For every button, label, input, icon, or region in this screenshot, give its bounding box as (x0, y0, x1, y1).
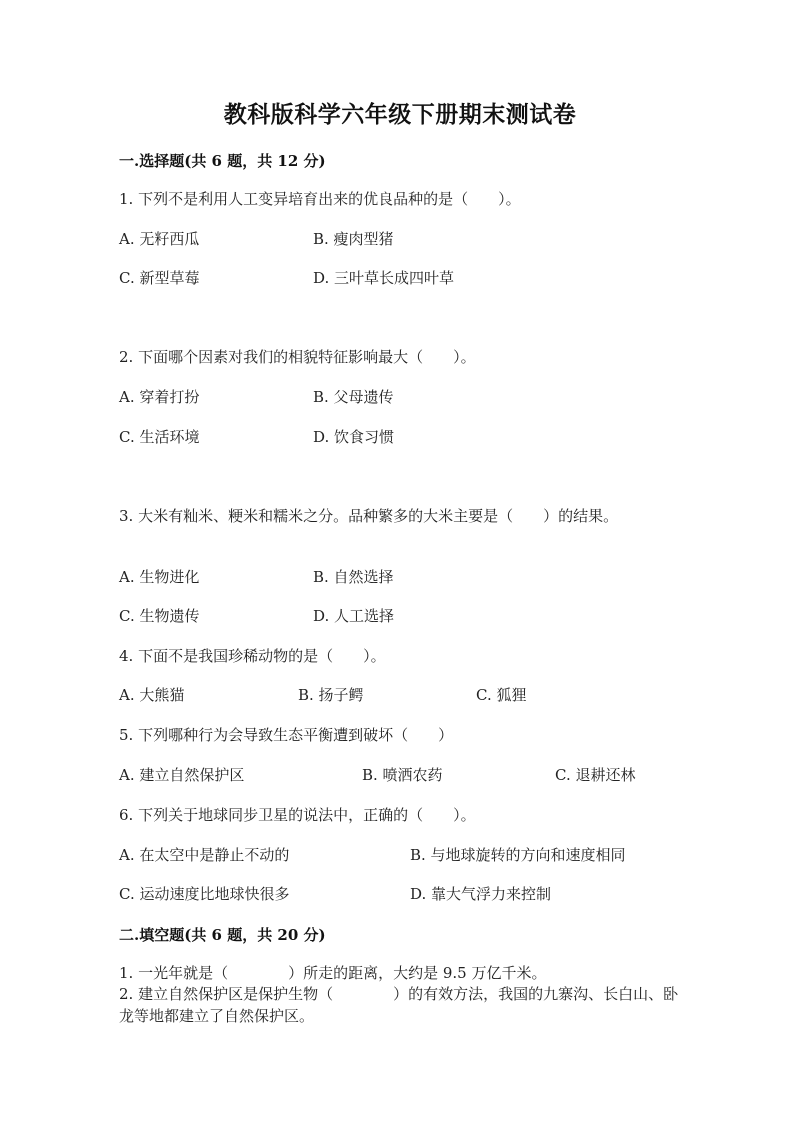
question-1-option-a: A. 无籽西瓜 (119, 230, 200, 248)
fill-question-1: 1. 一光年就是（ ）所走的距离，大约是 9.5 万亿千米。 (119, 964, 547, 982)
question-2-option-c: C. 生活环境 (119, 428, 200, 446)
question-6-option-b: B. 与地球旋转的方向和速度相同 (410, 846, 626, 864)
question-4-option-b: B. 扬子鳄 (298, 686, 364, 704)
section-heading-fill: 二.填空题(共 6 题，共 20 分) (119, 926, 326, 944)
question-6-option-a: A. 在太空中是静止不动的 (119, 846, 290, 864)
question-1-option-d: D. 三叶草长成四叶草 (313, 269, 455, 287)
question-4-option-c: C. 狐狸 (476, 686, 527, 704)
question-3-option-b: B. 自然选择 (313, 568, 394, 586)
question-3-stem: 3. 大米有籼米、粳米和糯米之分。品种繁多的大米主要是（ ）的结果。 (119, 507, 619, 525)
question-6-option-d: D. 靠大气浮力来控制 (410, 885, 552, 903)
question-1-option-b: B. 瘦肉型猪 (313, 230, 394, 248)
question-4-option-a: A. 大熊猫 (119, 686, 185, 704)
question-5-option-a: A. 建立自然保护区 (119, 766, 245, 784)
question-2-option-d: D. 饮食习惯 (313, 428, 395, 446)
question-3-option-c: C. 生物遗传 (119, 607, 200, 625)
question-5-option-b: B. 喷洒农药 (362, 766, 443, 784)
question-2-stem: 2. 下面哪个因素对我们的相貌特征影响最大（ ）。 (119, 348, 476, 366)
question-6-stem: 6. 下列关于地球同步卫星的说法中，正确的（ ）。 (119, 806, 476, 824)
question-3-option-a: A. 生物进化 (119, 568, 200, 586)
question-2-option-b: B. 父母遗传 (313, 388, 394, 406)
question-6-option-c: C. 运动速度比地球快很多 (119, 885, 290, 903)
question-5-stem: 5. 下列哪种行为会导致生态平衡遭到破坏（ ） (119, 726, 454, 744)
page-title: 教科版科学六年级下册期末测试卷 (223, 101, 577, 128)
section-heading-choice: 一.选择题(共 6 题，共 12 分) (119, 152, 326, 170)
question-4-stem: 4. 下面不是我国珍稀动物的是（ ）。 (119, 647, 386, 665)
question-5-option-c: C. 退耕还林 (555, 766, 636, 784)
question-2-option-a: A. 穿着打扮 (119, 388, 200, 406)
fill-question-2: 2. 建立自然保护区是保护生物（ ）的有效方法，我国的九寨沟、长白山、卧龙等地都建立了自然保护区。 (119, 985, 679, 1025)
question-1-option-c: C. 新型草莓 (119, 269, 200, 287)
question-1-stem: 1. 下列不是利用人工变异培育出来的优良品种的是（ ）。 (119, 190, 521, 208)
question-3-option-d: D. 人工选择 (313, 607, 395, 625)
